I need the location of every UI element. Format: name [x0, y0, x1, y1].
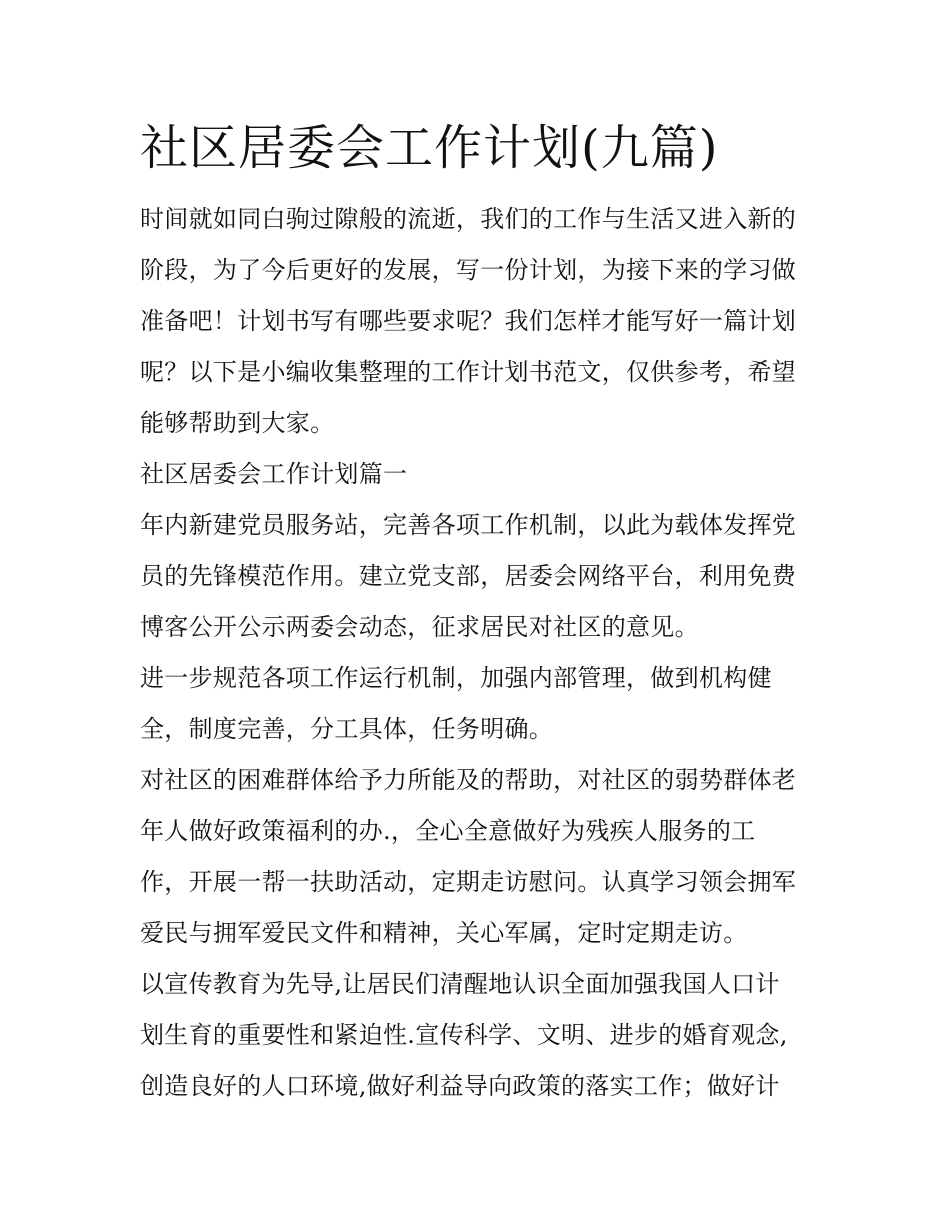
text-line: 博客公开公示两委会动态，征求居民对社区的意见。 — [140, 613, 699, 641]
document-body — [140, 194, 830, 1112]
text-line: 进一步规范各项工作运行机制，加强内部管理，做到机构健 — [140, 664, 772, 692]
text-line: 创造良好的人口环境,做好利益导向政策的落实工作；做好计 — [140, 1072, 780, 1100]
text-line: 准备吧！计划书写有哪些要求呢？我们怎样才能写好一篇计划 — [140, 307, 797, 335]
text-line: 员的先锋模范作用。建立党支部，居委会网络平台，利用免费 — [140, 562, 797, 590]
text-line: 阶段，为了今后更好的发展，写一份计划，为接下来的学习做 — [140, 256, 797, 284]
text-line: 划生育的重要性和紧迫性.宣传科学、文明、进步的婚育观念, — [140, 1021, 788, 1049]
document-title: 社区居委会工作计划(九篇) — [140, 120, 719, 176]
text-line: 呢？以下是小编收集整理的工作计划书范文，仅供参考，希望 — [140, 358, 797, 386]
text-line: 对社区的困难群体给予力所能及的帮助，对社区的弱势群体老 — [140, 766, 797, 794]
section-heading: 社区居委会工作计划篇一 — [140, 460, 408, 488]
text-line: 时间就如同白驹过隙般的流逝，我们的工作与生活又进入新的 — [140, 205, 797, 233]
text-line: 爱民与拥军爱民文件和精神，关心军属，定时定期走访。 — [140, 919, 748, 947]
text-line: 年人做好政策福利的办.，全心全意做好为残疾人服务的工 — [140, 817, 756, 845]
text-line: 全，制度完善，分工具体，任务明确。 — [140, 715, 554, 743]
text-line: 能够帮助到大家。 — [140, 409, 335, 437]
text-line: 以宣传教育为先导,让居民们清醒地认识全面加强我国人口计 — [140, 970, 780, 998]
text-line: 作，开展一帮一扶助活动，定期走访慰问。认真学习领会拥军 — [140, 868, 797, 896]
text-line: 年内新建党员服务站，完善各项工作机制，以此为载体发挥党 — [140, 511, 797, 539]
